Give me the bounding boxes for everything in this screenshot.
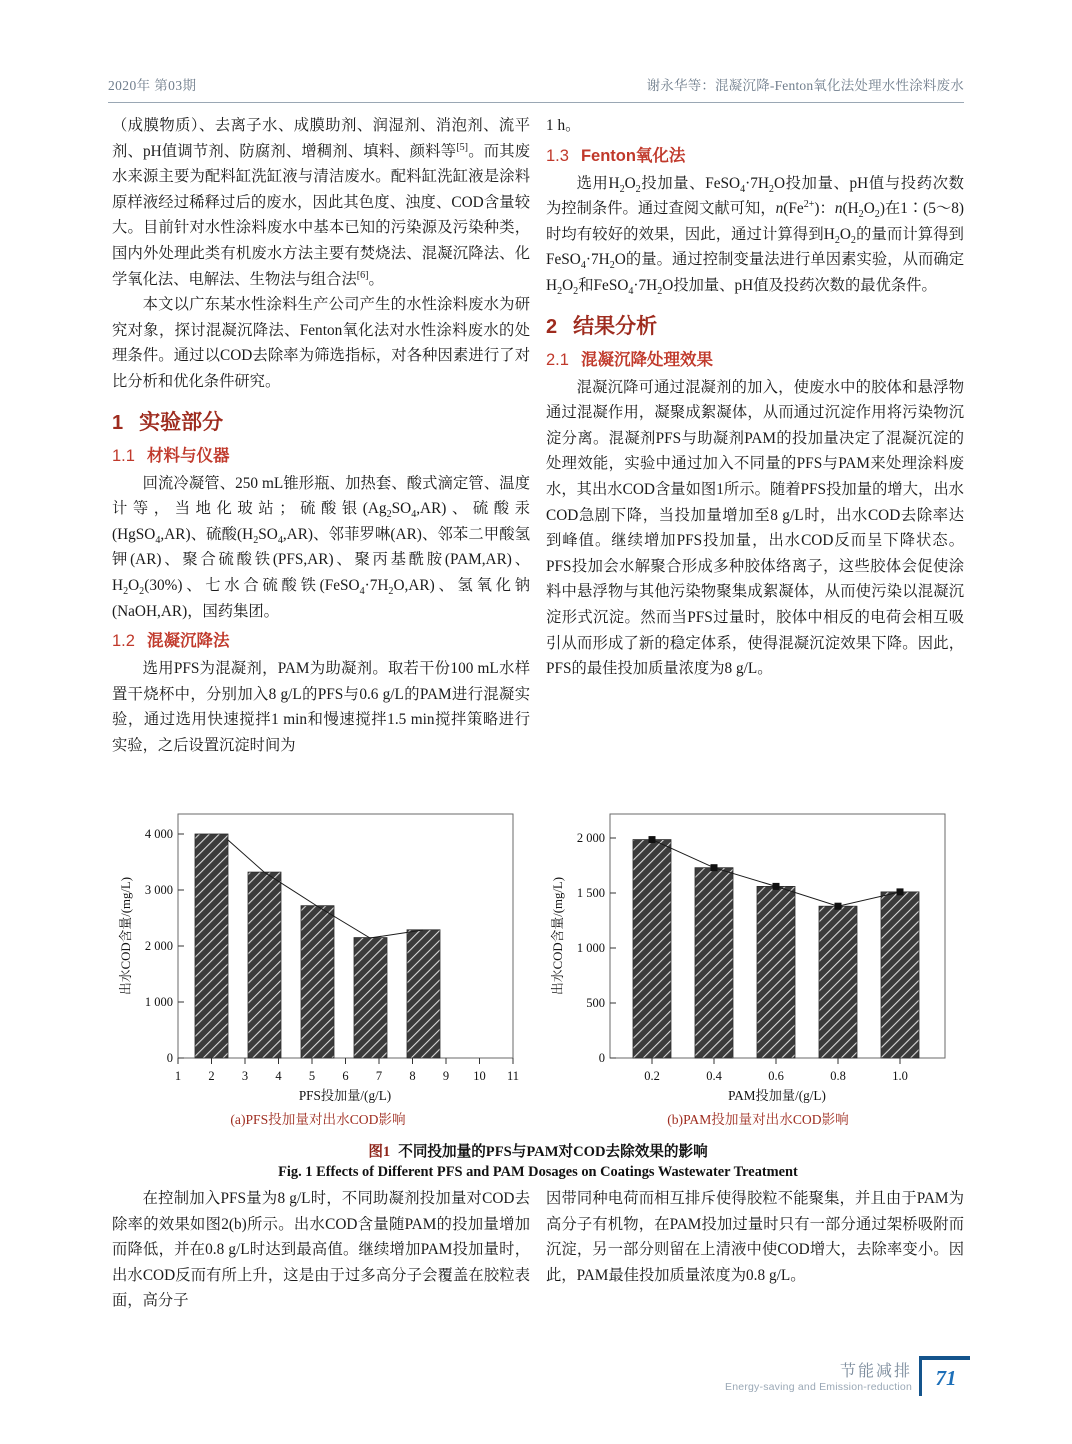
svg-text:1 000: 1 000 — [144, 995, 173, 1009]
figure-1a-subcaption: (a)PFS投加量对出水COD影响 — [230, 1112, 406, 1127]
figure-1a-cell — [108, 806, 528, 1128]
figure-1-caption-cn — [108, 1140, 968, 1161]
svg-text:11: 11 — [506, 1069, 520, 1083]
paragraph-right-2: 混凝沉降可通过混凝剂的加入，使废水中的胶体和悬浮物通过混凝作用，凝聚成絮凝体，从而通过沉淀作用将污染物沉淀分离。混凝剂PFS与助凝剂PAM的投加量决定了混凝沉淀的处理效能，实验中通过加入不同量的PFS与PAM来处理涂料废水，其出水COD含量如图1所示。随着PFS投加量的增大，出水COD急剧下降，当投加量增加至8 g/L时，出水COD去除率达到峰值。继续增加PFS投加量，出水COD反而呈下降状态。PFS投加会水解聚合形成多种胶体络离子，这些胶体会促使涂料中悬浮物与其他污染物聚集成絮凝体，从而使污染以混凝沉淀形式沉淀。然而当PFS过量时，胶体中相反的电荷会相互吸引从而形成了新的稳定体系，使得混凝沉淀效果下降。因此，PFS的最佳投加质量浓度为8 g/L。 — [546, 378, 964, 678]
right-column — [546, 113, 964, 682]
heading-2-1-title: 混凝沉降处理效果 — [580, 350, 713, 369]
svg-text:0.6: 0.6 — [768, 1069, 784, 1083]
chart-a-y-axis-title: 出水COD含量/(mg/L) — [119, 876, 133, 996]
svg-text:1.0: 1.0 — [892, 1069, 908, 1083]
svg-text:2: 2 — [208, 1069, 215, 1083]
figure-1-label: 图1 — [368, 1144, 391, 1160]
svg-text:1 500: 1 500 — [576, 886, 605, 900]
heading-2-1-number: 2.1 — [546, 350, 569, 369]
svg-text:1: 1 — [174, 1069, 182, 1083]
figure-1-block — [108, 806, 968, 1181]
bar — [301, 906, 334, 1058]
paragraph-bottom-right-1: 因带同种电荷而相互排斥使得胶粒不能聚集，并且由于PAM为高分子有机物，在PAM投加过量时只有一部分通过架桥吸附而沉淀，另一部分则留在上清液中使COD增大，去除率变小。因此，PAM最佳投加质量浓度为0.8 g/L。 — [546, 1190, 964, 1284]
svg-text:5: 5 — [308, 1069, 316, 1083]
heading-1-2-number: 1.2 — [112, 632, 135, 651]
heading-1-1-title: 材料与仪器 — [146, 446, 230, 465]
svg-text:6: 6 — [342, 1069, 349, 1083]
svg-text:0.2: 0.2 — [644, 1069, 660, 1083]
bar — [248, 872, 281, 1058]
svg-text:500: 500 — [586, 996, 605, 1010]
page-footer — [640, 1358, 970, 1408]
heading-1-3-fenton — [546, 144, 964, 169]
paragraph-left-4: 选用PFS为混凝剂，PAM为助凝剂。取若干份100 mL水样置干烧杯中，分别加入8 g/L的PFS与0.6 g/L的PAM进行混凝实验，通过选用快速搅拌1 min和慢速搅拌1.5 min搅拌策略进行实验，之后设置沉淀时间为 — [112, 660, 530, 754]
footer-journal-name-cn: 节能减排 — [839, 1363, 912, 1380]
figure-row — [108, 806, 968, 1128]
figure-1-caption-cn-text: 不同投加量的PFS与PAM对COD去除效果的影响 — [398, 1144, 708, 1160]
marker — [773, 883, 780, 890]
running-head-left: 2020年 第03期 — [108, 78, 197, 93]
bar — [195, 834, 228, 1058]
paragraph-right-1: 选用$H_2O_2$投加量、$FeSO_4\cdot 7H_2O$投加量、pH值与投药次数为控制条件。通过查阅文献可知，$n(Fe^{2+})$：$n(H_2O_2)$在1∶(5～8)时均有较好的效果，因此，通过计算得到$H_2O_2$的量而计算得到$FeSO_4\cdot 7H_2O$的量。通过控制变量法进行单因素实验，从而确定$H_2O_2$和$FeSO_4\cdot 7H_2O$投加量、pH值及投药次数的最优条件。 — [546, 174, 964, 298]
svg-text:8: 8 — [409, 1069, 416, 1083]
running-head-right: 谢永华等：混凝沉降-Fenton氧化法处理水性涂料废水 — [646, 78, 964, 93]
svg-text:2 000: 2 000 — [576, 831, 605, 845]
running-head — [108, 74, 964, 103]
paragraph-bottom-left-1: 在控制加入PFS量为8 g/L时，不同助凝剂投加量对COD去除率的效果如图2(b)所示。出水COD含量随PAM的投加量增加而降低，并在0.8 g/L时达到最高值。继续增加PAM投加量时，出水COD反而有所上升，这是由于过多高分子会覆盖在胶粒表面，高分子 — [112, 1190, 530, 1310]
bar — [757, 886, 795, 1058]
chart-b-x-axis — [644, 1058, 908, 1083]
svg-text:0: 0 — [166, 1051, 173, 1065]
heading-2-number: 2 — [546, 315, 558, 338]
bar — [881, 892, 919, 1058]
heading-1-1-materials — [112, 444, 530, 469]
svg-text:2 000: 2 000 — [144, 939, 173, 953]
svg-text:0.4: 0.4 — [706, 1069, 722, 1083]
page-number: 71 — [919, 1356, 970, 1396]
svg-text:0: 0 — [598, 1051, 605, 1065]
marker — [711, 864, 718, 871]
left-column — [112, 113, 530, 758]
chart-a-x-axis — [175, 1058, 519, 1083]
marker — [897, 888, 904, 895]
marker — [835, 903, 842, 910]
bottom-right-column — [546, 1186, 964, 1288]
heading-1-number: 1 — [112, 411, 124, 434]
svg-text:7: 7 — [375, 1069, 383, 1083]
heading-2-title: 结果分析 — [573, 314, 658, 338]
svg-text:4 000: 4 000 — [144, 827, 173, 841]
footer-journal-name-en: Energy-saving and Emission-reduction — [725, 1381, 912, 1393]
chart-b-pam-cod — [548, 806, 968, 1106]
heading-1-2-title: 混凝沉降法 — [146, 632, 230, 651]
bar — [695, 868, 733, 1058]
heading-1-1-number: 1.1 — [112, 446, 135, 465]
paragraph-left-3: 回流冷凝管、250 mL锥形瓶、加热套、酸式滴定管、温度计等，当地化玻站；硫酸银$(Ag_2SO_4,AR)$、硫酸汞(HgSO$_4$,AR)、硫酸$(H_2SO_4,AR)$、邻菲罗啉(AR)、邻苯二甲酸氢钾(AR)、聚合硫酸铁(PFS,AR)、聚丙基酰胺(PAM,AR)、$H_2O_2(30\%)$、七水合硫酸铁$(FeSO_4\cdot 7H_2O,AR)$、氢氧化钠(NaOH,AR)，国药集团。 — [112, 474, 530, 620]
svg-text:0.8: 0.8 — [830, 1069, 846, 1083]
svg-text:1 000: 1 000 — [576, 941, 605, 955]
figure-1b-cell — [548, 806, 968, 1128]
heading-2-1-effect — [546, 348, 964, 373]
chart-b-y-axis-title: 出水COD含量/(mg/L) — [551, 876, 565, 996]
marker — [649, 836, 656, 843]
bar — [354, 938, 387, 1058]
paragraph-right-0: 1 h。 — [546, 117, 581, 134]
figure-1-caption-en: Fig. 1 Effects of Different PFS and PAM Dosages on Coatings Wastewater Treatment — [278, 1164, 798, 1180]
paragraph-left-2: 本文以广东某水性涂料生产公司产生的水性涂料废水为研究对象，探讨混凝沉降法、Fenton氧化法对水性涂料废水的处理条件。通过以COD去除率为筛选指标，对各种因素进行了对比分析和优化条件研究。 — [112, 296, 530, 390]
chart-a-pfs-cod — [108, 806, 528, 1106]
svg-text:3 000: 3 000 — [144, 883, 173, 897]
bar — [819, 906, 857, 1058]
heading-1-3-number: 1.3 — [546, 146, 569, 165]
svg-text:4: 4 — [275, 1069, 282, 1083]
svg-text:10: 10 — [473, 1069, 486, 1083]
bar — [633, 840, 671, 1058]
figure-1b-subcaption: (b)PAM投加量对出水COD影响 — [667, 1112, 849, 1127]
chart-b-x-axis-title: PAM投加量/(g/L) — [728, 1088, 826, 1103]
bottom-left-column — [112, 1186, 530, 1314]
svg-text:9: 9 — [442, 1069, 450, 1083]
heading-1-3-title: Fenton氧化法 — [580, 146, 686, 165]
paragraph-left-1: （成膜物质）、去离子水、成膜助剂、润湿剂、消泡剂、流平剂、pH值调节剂、防腐剂、增稠剂、填料、颜料等[5]。而其废水来源主要为配料缸洗缸液与清洁废水。配料缸洗缸液是涂料原样液经过稀释过后的废水，因此其色度、浊度、COD含量较大。目前针对水性涂料废水中基本已知的污染源及污染种类，国内外处理此类有机废水方法主要有焚烧法、混凝沉降法、化学氧化法、电解法、生物法与组合法[6]。 — [112, 117, 530, 288]
heading-2-results — [546, 312, 964, 342]
heading-1-experimental — [112, 408, 530, 438]
heading-1-2-coagulation — [112, 629, 530, 654]
bar — [407, 930, 440, 1058]
svg-text:3: 3 — [241, 1069, 249, 1083]
heading-1-title: 实验部分 — [139, 410, 224, 434]
chart-a-x-axis-title: PFS投加量/(g/L) — [298, 1088, 392, 1103]
